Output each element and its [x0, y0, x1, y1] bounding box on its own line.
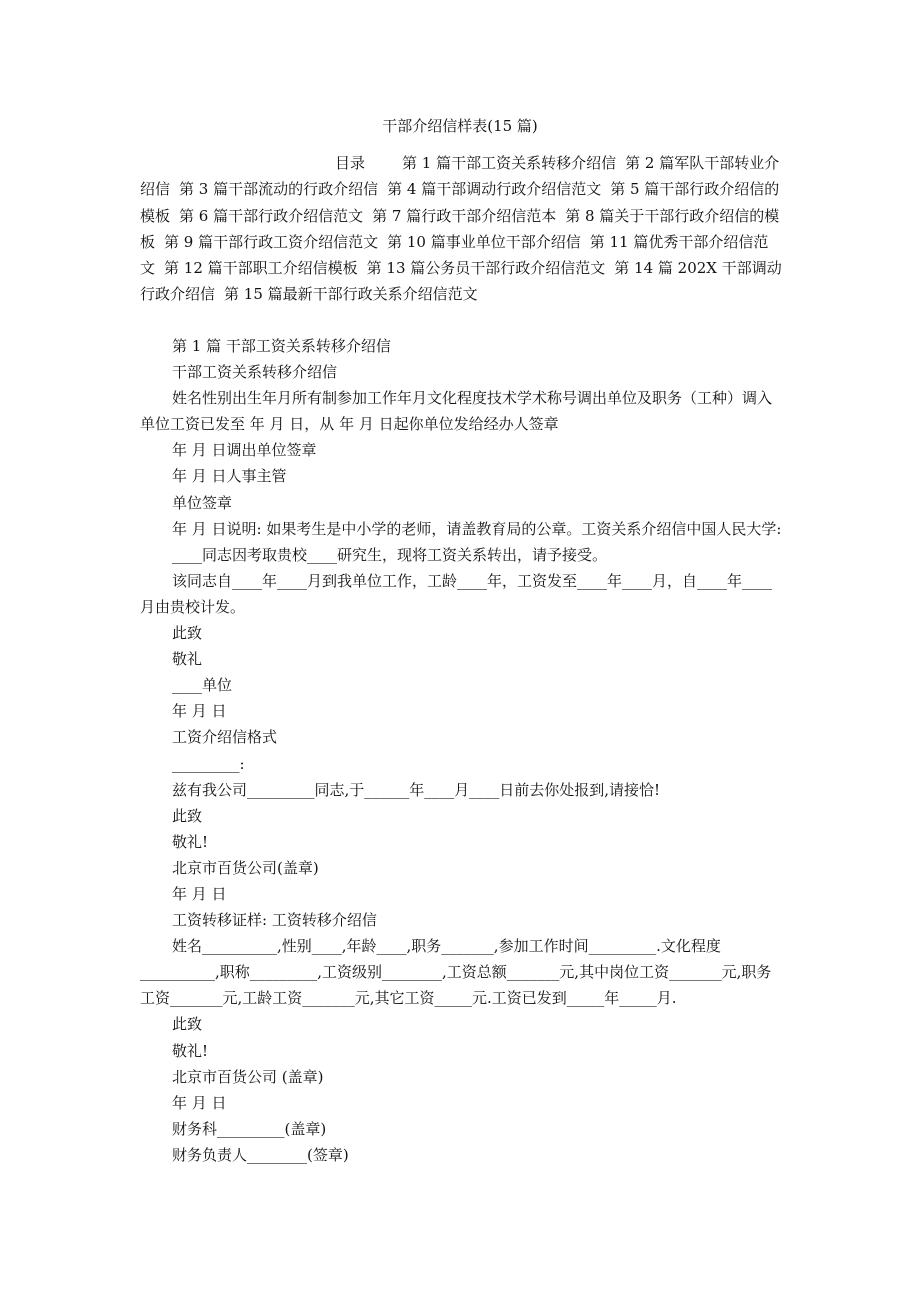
toc-entry[interactable]: 第 4 篇干部调动行政介绍信范文: [387, 180, 602, 199]
toc-entry[interactable]: 第 14 篇 202X 干部调动行政介绍信: [140, 259, 782, 304]
toc-entry[interactable]: 第 11 篇优秀干部介绍信范文: [140, 232, 769, 278]
paragraph: 财务科_________(盖章): [172, 1119, 327, 1138]
toc-entry[interactable]: 第 12 篇干部职工介绍信模板: [164, 259, 358, 278]
paragraph: 姓名__________,性别____,年龄____,职务_______,参加工作时间_________.文化程度__________,职称_________,工资级别________,工资总额_______元,其中岗位工资_______元,职务工资_______元,工龄工资_______元,其它工资_____元.工资已发到_____年_____月.: [140, 937, 772, 1008]
toc-entry[interactable]: 第 2 篇军队干部转业介绍信: [140, 154, 780, 199]
paragraph: _________:: [172, 754, 245, 773]
toc-entry[interactable]: 第 7 篇行政干部介绍信范本: [372, 206, 557, 225]
document-body: [140, 333, 782, 1168]
toc-entry[interactable]: 第 6 篇干部行政介绍信范文: [179, 206, 364, 225]
paragraph: 年 月 日调出单位签章: [172, 441, 317, 460]
paragraph: 此致: [172, 806, 203, 825]
paragraph: 姓名性别出生年月所有制参加工作年月文化程度技术学术称号调出单位及职务（工种）调入单位工资已发至 年 月 日，从 年 月 日起你单位发给经办人签章: [140, 389, 773, 434]
paragraph: 干部工资关系转移介绍信: [172, 363, 338, 382]
toc-entry[interactable]: 第 10 篇事业单位干部介绍信: [387, 232, 581, 251]
paragraph: 年 月 日: [172, 1093, 227, 1112]
paragraph: 该同志自____年____月到我单位工作，工龄____年，工资发至____年____月，自____年____月由贵校计发。: [140, 571, 773, 616]
paragraph: 北京市百货公司(盖章): [172, 858, 319, 877]
table-of-contents: [140, 150, 782, 308]
toc-entry[interactable]: 第 13 篇公务员干部行政介绍信范文: [366, 259, 606, 278]
paragraph: 敬礼!: [172, 832, 209, 851]
paragraph: 此致: [172, 1015, 203, 1034]
toc-entry[interactable]: 第 15 篇最新干部行政关系介绍信范文: [224, 285, 478, 304]
paragraph: 年 月 日: [172, 884, 227, 903]
paragraph: ____同志因考取贵校____研究生，现将工资关系转出，请予接受。: [172, 545, 608, 564]
paragraph: 年 月 日人事主管: [172, 467, 287, 486]
paragraph: 年 月 日说明: 如果考生是中小学的老师，请盖教育局的公章。工资关系介绍信中国人民大学:: [172, 519, 782, 538]
paragraph: 工资介绍信格式: [172, 728, 278, 747]
section-heading: 第 1 篇 干部工资关系转移介绍信: [172, 337, 391, 355]
paragraph: 财务负责人________(签章): [172, 1145, 349, 1164]
paragraph: 兹有我公司_________同志,于______年____月____日前去你处报到,请接恰!: [172, 780, 661, 799]
toc-entry[interactable]: 第 5 篇干部行政介绍信的模板: [140, 180, 780, 225]
paragraph: 敬礼!: [172, 1041, 209, 1060]
toc-entry[interactable]: 第 3 篇干部流动的行政介绍信: [179, 180, 379, 199]
toc-entry[interactable]: 第 8 篇关于干部行政介绍信的模板: [140, 206, 780, 251]
paragraph: 敬礼: [172, 650, 203, 669]
toc-entry[interactable]: 第 9 篇干部行政工资介绍信范文: [164, 232, 379, 251]
document-title: 干部介绍信样表(15 篇): [382, 117, 538, 135]
paragraph: 此致: [172, 624, 203, 643]
toc-label: 目录: [335, 154, 366, 172]
paragraph: 工资转移证样: 工资转移介绍信: [172, 911, 377, 930]
paragraph: 单位签章: [172, 493, 233, 512]
paragraph: 年 月 日: [172, 702, 227, 721]
paragraph: ____单位: [172, 676, 233, 695]
paragraph: 北京市百货公司 (盖章): [172, 1067, 324, 1086]
toc-entry[interactable]: 第 1 篇干部工资关系转移介绍信: [402, 154, 617, 172]
